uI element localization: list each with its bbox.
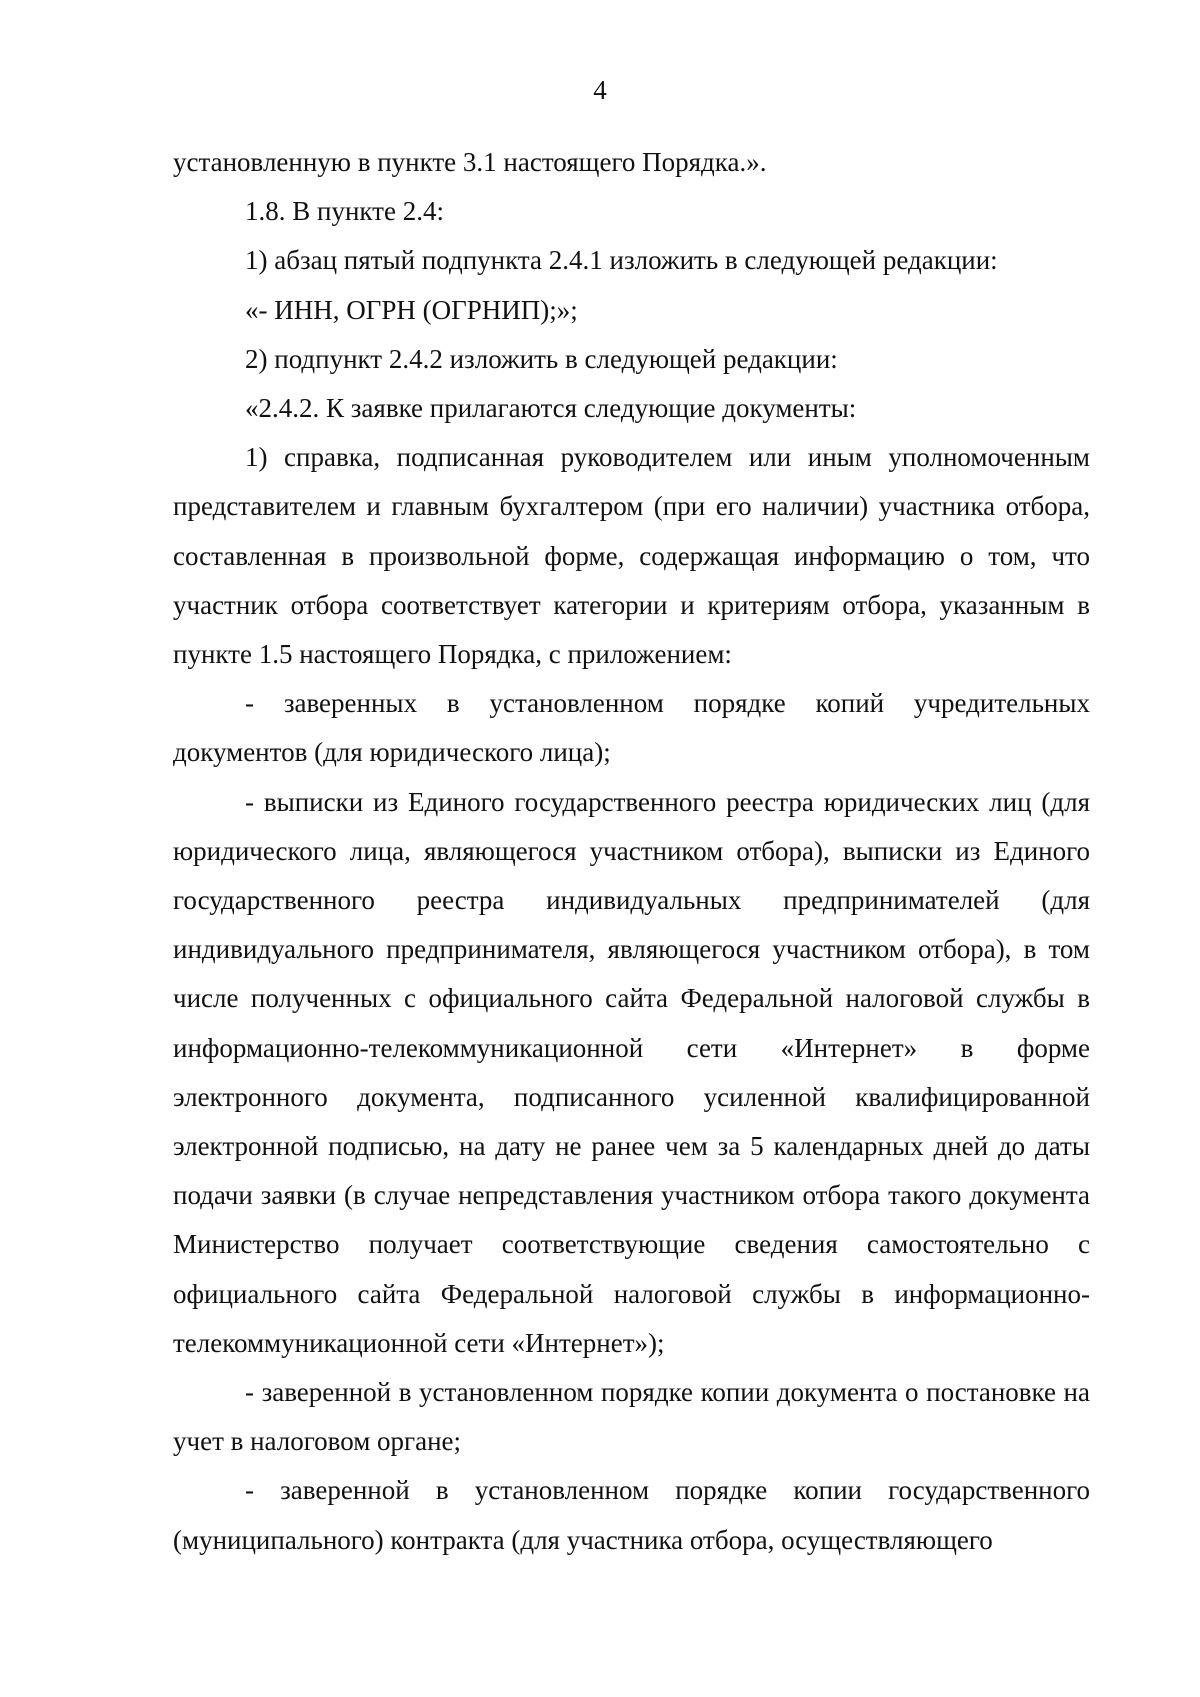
- paragraph-quoted-2-4-2: «2.4.2. К заявке прилагаются следующие документы:: [245, 393, 857, 424]
- paragraph-item-2-amendment: 2) подпункт 2.4.2 изложить в следующей редакции:: [245, 343, 838, 374]
- paragraph-certificate: 1) справка, подписанная руководителем или иным уполномоченным представителем и главным бухгалтером (при его наличии) участника отбора, составленная в произвольной форме, содержащая информацию о том, что участник отбора соответствует категории и критериям отбора, указанным в пункте 1.5 настоящего Порядка, с приложением:: [173, 442, 1090, 670]
- paragraph-registry-extracts: - выписки из Единого государственного реестра юридических лиц (для юридического лица, являющегося участником отбора), выписки из Единого государственного реестра индивидуальных предпринимателей (для индивидуального предпринимателя, являющегося участником отбора), в том числе полученных с официального сайта Федеральной налоговой службы в информационно-телекоммуникационной сети «Интернет» в форме электронного документа, подписанного усиленной квалифицированной электронной подписью, на дату не ранее чем за 5 календарных дней до даты подачи заявки (в случае непредставления участником отбора такого документа Министерство получает соответствующие сведения самостоятельно с официального сайта Федеральной налоговой службы в информационно-телекоммуникационной сети «Интернет»);: [173, 786, 1090, 1358]
- paragraph-tax-registration: - заверенной в установленном порядке копии документа о постановке на учет в налоговом органе;: [173, 1377, 1090, 1457]
- paragraph-quoted-inn: «- ИНН, ОГРН (ОГРНИП);»;: [245, 294, 578, 325]
- paragraph-contract-copy: - заверенной в установленном порядке копии государственного (муниципального) контракта (для участника отбора, осуществляющего: [173, 1475, 1090, 1555]
- document-body: [173, 138, 1090, 1565]
- paragraph-founding-documents: - заверенных в установленном порядке копий учредительных документов (для юридического лица);: [173, 688, 1090, 768]
- paragraph-continuation: установленную в пункте 3.1 настоящего Порядка.».: [173, 147, 767, 177]
- page-number: 4: [593, 75, 607, 105]
- paragraph-item-1-amendment: 1) абзац пятый подпункта 2.4.1 изложить в следующей редакции:: [245, 245, 998, 276]
- paragraph-clause-1-8: 1.8. В пункте 2.4:: [245, 196, 444, 227]
